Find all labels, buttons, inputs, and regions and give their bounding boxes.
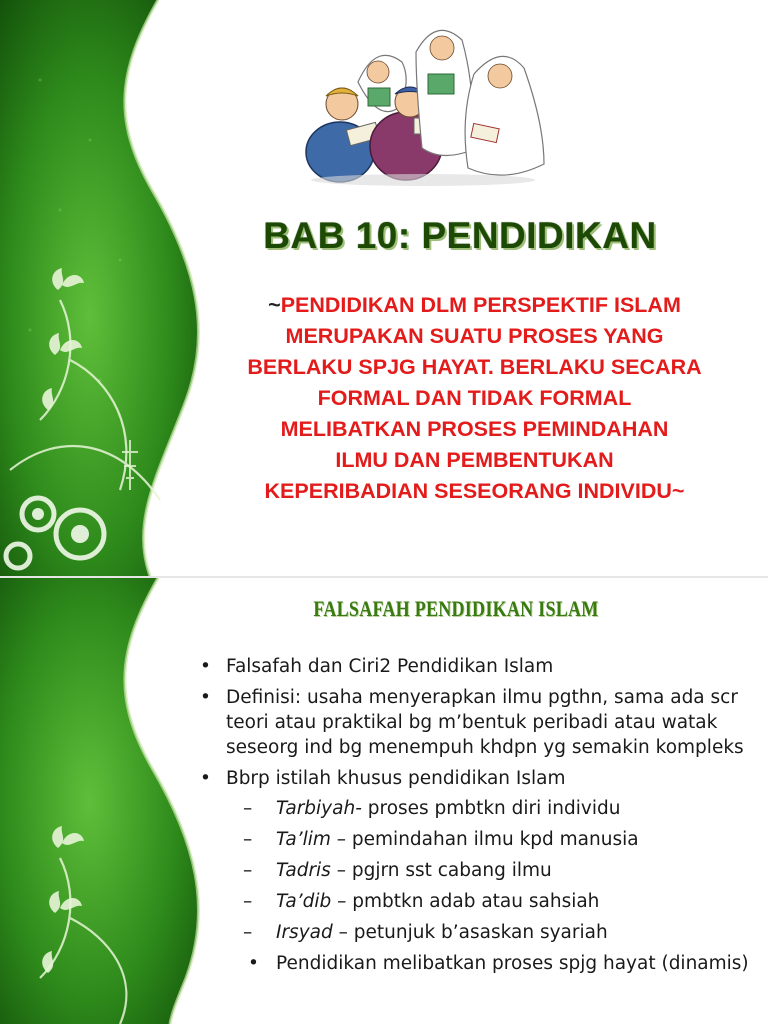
sub-bullet-item — [196, 951, 756, 976]
sub-bullet-text: Pendidikan melibatkan proses spjg hayat (dinamis) — [276, 953, 749, 974]
list-item — [196, 654, 756, 679]
term-name: Ta’lim — [276, 829, 331, 850]
body-line: ILMU DAN PEMBENTUKAN — [335, 448, 614, 472]
term-name: Tadris — [276, 860, 331, 881]
slide-2 — [0, 578, 768, 1024]
dash-icon: – — [243, 798, 253, 819]
dash-icon: – — [243, 891, 253, 912]
body-line: MELIBATKAN PROSES PEMINDAHAN — [280, 417, 669, 441]
bullet-icon: • — [200, 768, 211, 789]
slide-body-text — [222, 290, 727, 507]
bullet-icon: • — [248, 953, 259, 974]
bullet-list — [196, 654, 756, 982]
body-line-text: PENDIDIKAN DLM PERSPEKTIF ISLAM — [280, 293, 681, 317]
term-item — [196, 920, 756, 945]
slide-title: BAB 10: PENDIDIKAN — [263, 215, 657, 256]
list-item-text: Definisi: usaha menyerapkan ilmu pgthn, sama ada scr teori atau praktikal bg m’bentuk peribadi atau watak seseorg ind bg menempuh khdpn yg semakin kompleks — [226, 687, 744, 758]
term-description: – pemindahan ilmu kpd manusia — [330, 829, 639, 850]
body-line: FORMAL DAN TIDAK FORMAL — [317, 386, 632, 410]
slide-title: FALSAFAH PENDIDIKAN ISLAM — [313, 596, 599, 621]
list-item — [196, 685, 756, 760]
term-item — [196, 796, 756, 821]
term-list — [226, 796, 756, 976]
dash-icon: – — [243, 922, 253, 943]
term-item — [196, 889, 756, 914]
term-name: Tarbiyah- — [276, 798, 362, 819]
body-lead-tilde: ~ — [268, 293, 281, 317]
children-reading-quran-illustration — [296, 22, 550, 190]
bullet-icon: • — [200, 687, 211, 708]
term-item — [196, 827, 756, 852]
term-name: Ta’dib — [276, 891, 332, 912]
term-name: Irsyad — [276, 922, 333, 943]
body-line: MERUPAKAN SUATU PROSES YANG — [285, 324, 664, 348]
body-line: BERLAKU SPJG HAYAT. BERLAKU SECARA — [247, 355, 702, 379]
term-description: proses pmbtkn diri individu — [361, 798, 621, 819]
bullet-icon: • — [200, 656, 211, 677]
dash-icon: – — [243, 860, 253, 881]
green-swirl-decoration — [0, 0, 230, 576]
term-description: – petunjuk b’asaskan syariah — [332, 922, 608, 943]
list-item-text: Bbrp istilah khusus pendidikan Islam — [226, 768, 566, 789]
term-item — [196, 858, 756, 883]
dash-icon: – — [243, 829, 253, 850]
body-line — [222, 290, 727, 321]
list-item — [196, 766, 756, 976]
term-description: – pgjrn sst cabang ilmu — [330, 860, 552, 881]
term-description: – pmbtkn adab atau sahsiah — [331, 891, 600, 912]
list-item-text: Falsafah dan Ciri2 Pendidikan Islam — [226, 656, 554, 677]
body-line: KEPERIBADIAN SESEORANG INDIVIDU~ — [264, 479, 685, 503]
